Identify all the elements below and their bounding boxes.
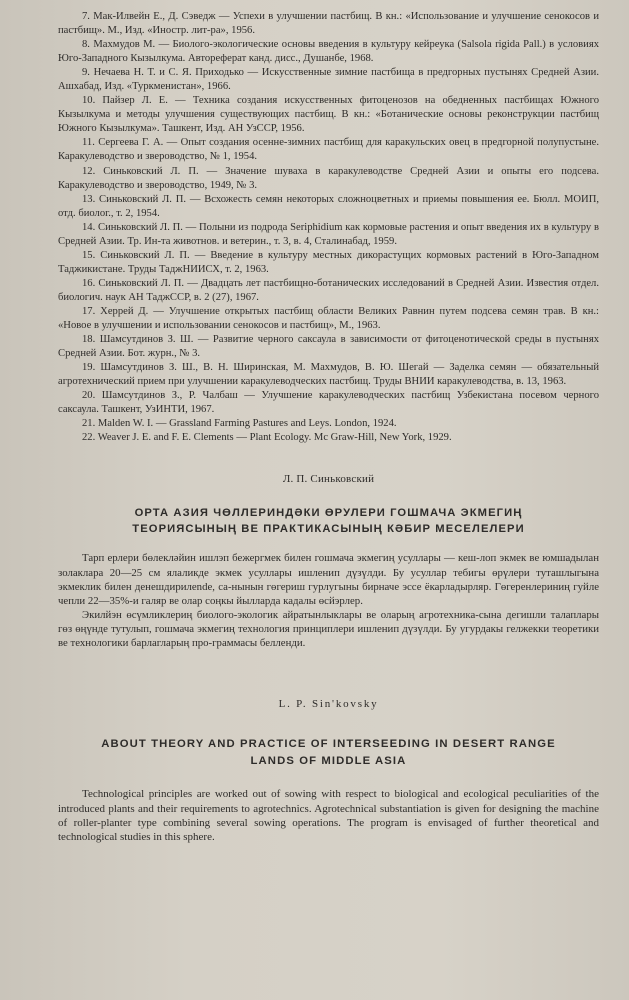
reference-item: 11. Сергеева Г. А. — Опыт создания осенне-зимних пастбищ для каракульских овец в предгорной полупустыне. Каракулеводство и звероводство, № 1, 1954. xyxy=(58,137,599,163)
summary-title-en xyxy=(58,736,599,769)
reference-item: 17. Херрей Д. — Улучшение открытых пастбищ области Великих Равнин путем подсева семян трав. В кн.: «Новое в улучшении и использовании сенокосов и пастбищ», М., 1963. xyxy=(58,305,599,332)
reference-item: 16. Синьковский Л. П. — Двадцать лет пастбищно-ботанических исследований в Средней Азии. Известия отдел. биологич. наук АН ТаджССР, в. 2 (27), 1967. xyxy=(58,277,599,303)
reference-item: 15. Синьковский Л. П. — Введение в культуру местных дикорастущих кормовых растений в Юго-Западном Таджикистане. Труды ТаджНИИСХ, т. 2, 1963. xyxy=(58,249,599,275)
summary-title xyxy=(58,505,599,537)
summary-title-line: ОРТА АЗИЯ ЧӨЛЛЕРИНДӘКИ ӨРУЛЕРИ ГОШМАЧА ЭКМЕГИҢ xyxy=(134,507,523,520)
turkmen-summary xyxy=(58,473,599,650)
reference-item: 22. Weaver J. E. and F. E. Clements — Plant Ecology. Mc Graw-Hill, New York, 1929. xyxy=(82,432,452,444)
summary-body-en xyxy=(58,787,599,845)
summary-title-line-en: LANDS OF MIDDLE ASIA xyxy=(250,754,407,767)
english-summary xyxy=(58,698,599,845)
summary-paragraph: Тарп ерлери бөлекләйин ишлэп бежергмек билен гошмача экмегиң усуллары — кеш-лоп экмек ве юмшадылан золаклара 20—25 см ялаликде экмек усуллары ишленип дүзүлди. Бу усуллар тебигы өрүлери туташлыгына экмеклик билен денешдирилende, са-нынын гөгериш гурлугыны бирначе эссе ёкарладырляр. Гөгеренлериниң гуйле чепли 22—35%-и галяр ве олар соңкы йылларда кадалы өсйэрлер. xyxy=(58,552,599,607)
reference-item: 21. Malden W. I. — Grassland Farming Pastures and Leys. London, 1924. xyxy=(82,418,397,430)
reference-item: 18. Шамсутдинов З. Ш. — Развитие черного саксаула в зависимости от фитоценотической среды в пустынях Средней Азии. Бот. журн., № 3. xyxy=(58,334,599,360)
reference-item: 20. Шамсутдинов З., Р. Чалбаш — Улучшение каракулеводческих пастбищ Узбекистана посевом черного саксаула. Ташкент, УзИНТИ, 1967. xyxy=(58,390,599,416)
summary-title-line: ТЕОРИЯСЫНЫҢ ВЕ ПРАКТИКАСЫНЫҢ КӘБИР МЕСЕЛЕЛЕРИ xyxy=(132,523,525,536)
summary-paragraph: Экилйэн өсүмликлериң биолого-экологик айратынлыклары ве оларың агротехника-сына дегишли талаплары гөз өңүнде тутулып, гошмача экмегиң технология принциплери ишленип дүзүлди. Бу угурдакы гелжекки теоретики ве технологики барлагларың про-граммасы белленди. xyxy=(58,608,599,650)
reference-item: 19. Шамсутдинов З. Ш., В. Н. Ширинская, М. Махмудов, В. Ю. Шегай — Заделка семян — обязательный агротехнический прием при улучшении каракулеводческих пастбищ. Труды ВНИИ каракулеводства, в. 13, 1963. xyxy=(58,362,599,388)
summary-author: Л. П. Синьковский xyxy=(282,473,375,486)
reference-item: 9. Нечаева Н. Т. и С. Я. Приходько — Искусственные зимние пастбища в предгорных пустынях Средней Азии. Ашхабад, Изд. «Туркменистан», 1966. xyxy=(58,67,599,93)
reference-item: 8. Махмудов М. — Биолого-экологические основы введения в культуру кейреука (Salsola rigida Pall.) в условиях Юго-Западного Кызылкума. Автореферат канд. дисс., Душанбе, 1968. xyxy=(58,39,599,65)
reference-item: 7. Мак-Илвейн Е., Д. Сэведж — Успехи в улучшении пастбищ. В кн.: «Использование и улучшение сенокосов и пастбищ». М., Изд. «Иностр. лит-ра», 1956. xyxy=(58,11,599,37)
reference-item: 14. Синьковский Л. П. — Полыни из подрода Seriphidium как кормовые растения и опыт введения их в культуру в Средней Азии. Тр. Ин-та животнов. и ветерин., т. 3, в. 4, Сталинабад, 1959. xyxy=(58,221,599,247)
reference-item: 10. Пайзер Л. Е. — Техника создания искусственных фитоценозов на обедненных пастбищах Южного Кызылкума и методы улучшения существующих пастбищ. В кн.: «Ботанические основы реконструкции пастбищ Южного Кызылкума». Ташкент, Изд. АН УзССР, 1956. xyxy=(58,95,599,135)
summary-author-en: L. P. Sin'kovsky xyxy=(278,698,379,711)
reference-item: 13. Синьковский Л. П. — Всхожесть семян некоторых сложноцветных и приемы повышения ее. Бюлл. МОИП, отд. биолог., т. 2, 1954. xyxy=(58,193,599,219)
summary-paragraph-en: Technological principles are worked out of sowing with respect to biological and ecological peculiarities of the introduced plants and their requirements to agrotechnics. Agrotechnical substantiation is given for designing the machine of roller-planter type combining several sowing operations. The program is envisaged of further theoretical and technological studies in this sphere. xyxy=(58,788,599,844)
summary-body xyxy=(58,551,599,650)
reference-list xyxy=(58,10,599,445)
reference-item: 12. Синьковский Л. П. — Значение шуваха в каракулеводстве Средней Азии и опыты его подсева. Каракулеводство и звероводство, 1949, № 3. xyxy=(58,165,599,191)
summary-title-line-en: ABOUT THEORY AND PRACTICE OF INTERSEEDING IN DESERT RANGE xyxy=(101,738,556,751)
